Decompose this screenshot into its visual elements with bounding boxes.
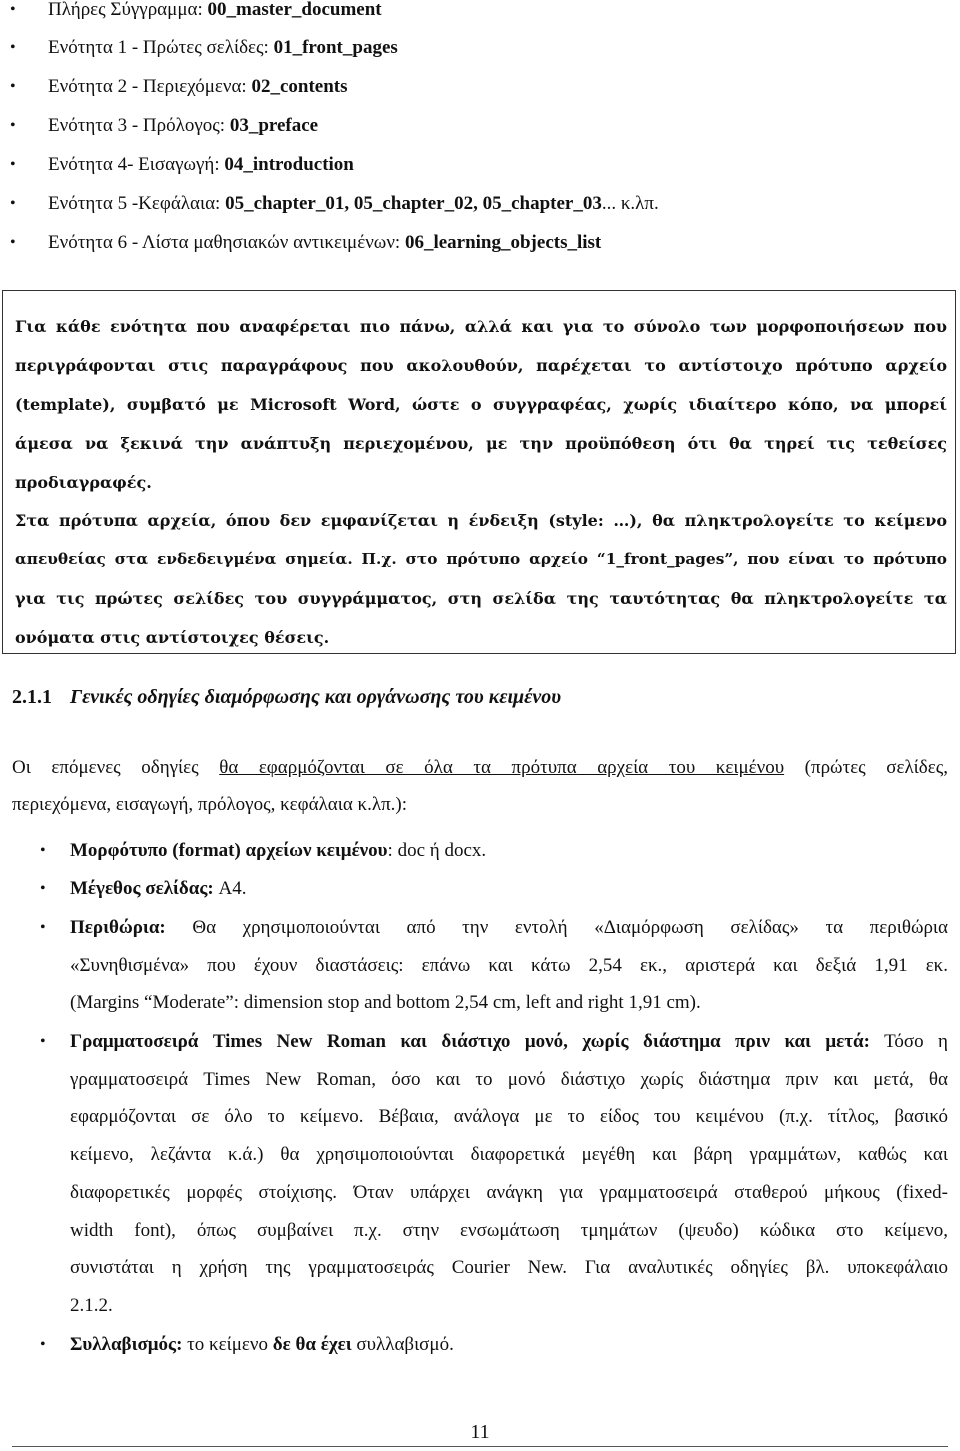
file-name: 02_contents [251, 76, 348, 97]
bullet-icon: • [40, 919, 46, 936]
bullet-icon: • [10, 1, 16, 18]
bullet-icon: • [10, 234, 16, 251]
intro-paragraph-line: περιεχόμενα, εισαγωγή, πρόλογος, κεφάλαια κ.λπ.): [12, 794, 408, 815]
guideline-margins: Περιθώρια: Θα χρησιμοποιούνται από την εντολή «Διαμόρφωση σελίδας» τα περιθώρια [70, 917, 948, 938]
section-number: 2.1.1 [12, 686, 52, 708]
section-heading [12, 686, 561, 709]
note-line: απευθείας στα ενδεδειγμένα σημεία. Π.χ. στο πρότυπο αρχείο “1_front_pages”, που είναι το πρότυπο [15, 550, 947, 568]
note-line: (template), συμβατό με Microsoft Word, ώστε ο συγγραφέας, χωρίς ιδιαίτερο κόπο, να μπορεί [15, 395, 947, 414]
file-name: 04_introduction [224, 154, 354, 175]
bullet-icon: • [10, 156, 16, 173]
page-number: 11 [470, 1421, 490, 1443]
file-label: Ενότητα 6 - Λίστα μαθησιακών αντικειμένων: [48, 232, 405, 253]
note-line: προδιαγραφές. [15, 473, 152, 492]
file-label: Ενότητα 2 - Περιεχόμενα: [48, 76, 252, 97]
guideline-font-line: εφαρμόζονται σε όλο το κείμενο. Βέβαια, ανάλογα με το είδος του κειμένου (π.χ. τίτλος, βασικό [70, 1106, 948, 1127]
file-label: Πλήρες Σύγγραμμα: [48, 0, 208, 20]
file-label: Ενότητα 5 -Κεφάλαια: [48, 193, 226, 214]
file-name: 03_preface [229, 115, 319, 136]
file-label: Ενότητα 4- Εισαγωγή: [48, 154, 225, 175]
file-label: Ενότητα 3 - Πρόλογος: [48, 115, 230, 136]
guideline-format: Μορφότυπο (format) αρχείων κειμένου: doc ή docx. [70, 840, 487, 861]
note-line: περιγράφονται στις παραγράφους που ακολουθούν, παρέχεται το αντίστοιχο πρότυπο αρχείο [15, 356, 947, 375]
bullet-icon: • [10, 117, 16, 134]
note-line: Στα πρότυπα αρχεία, όπου δεν εμφανίζεται η ένδειξη (style: …), θα πληκτρολογείτε το κείμενο [15, 511, 947, 530]
guideline-font-line: διαφορετικές μορφές στοίχισης. Όταν υπάρχει ανάγκη για γραμματοσειρά σταθερού μήκους (fixed- [70, 1182, 948, 1203]
note-line: άμεσα να ξεκινά την ανάπτυξη περιεχομένου, με την προϋπόθεση ότι θα τηρεί τις τεθείσες [15, 434, 947, 453]
file-name: 05_chapter_01, 05_chapter_02, 05_chapter_03 [225, 193, 602, 214]
bullet-icon: • [10, 78, 16, 95]
bullet-icon: • [40, 1033, 46, 1050]
underlined-text: θα εφαρμόζονται σε όλα τα πρότυπα αρχεία του κειμένου [219, 757, 785, 778]
template-note-box [2, 290, 956, 654]
file-name: 06_learning_objects_list [404, 232, 602, 253]
note-line: Για κάθε ενότητα που αναφέρεται πιο πάνω, αλλά και για το σύνολο των μορφοποιήσεων που [15, 317, 947, 336]
guideline-page-size: Μέγεθος σελίδας: A4. [70, 878, 247, 899]
guideline-font-line: 2.1.2. [70, 1295, 113, 1316]
guideline-font-line: width font), όπως συμβαίνει π.χ. στην ενσωμάτωση τμημάτων (ψευδο) κώδικα στο κείμενο, [70, 1220, 948, 1241]
bullet-icon: • [10, 39, 16, 56]
guideline-margins-line: «Συνηθισμένα» που έχουν διαστάσεις: επάνω και κάτω 2,54 εκ., αριστερά και δεξιά 1,91 εκ. [70, 955, 948, 976]
file-label: Ενότητα 1 - Πρώτες σελίδες: [48, 37, 274, 58]
note-line: ονόματα στις αντίστοιχες θέσεις. [15, 628, 330, 647]
bullet-icon: • [40, 880, 46, 897]
file-name: 01_front_pages [273, 37, 398, 58]
file-name: 00_master_document [207, 0, 382, 20]
bullet-icon: • [10, 195, 16, 212]
section-title: Γενικές οδηγίες διαμόρφωσης και οργάνωσης του κειμένου [70, 686, 562, 708]
bullet-icon: • [40, 1336, 46, 1353]
guideline-font-line: συνιστάται η χρήση της γραμματοσειράς Courier New. Για αναλυτικές οδηγίες βλ. υποκεφάλαιο [70, 1257, 948, 1278]
guideline-font-line: γραμματοσειρά Times New Roman, όσο και το μονό διάστιχο χωρίς διάστημα πριν και μετά, θα [70, 1069, 948, 1090]
guideline-font-line: κείμενο, λεζάντα κ.ά.) θα χρησιμοποιούνται διαφορετικά μεγέθη και βάρη γραμμάτων, καθώς και [70, 1144, 948, 1165]
bullet-icon: • [40, 842, 46, 859]
note-line: για τις πρώτες σελίδες του συγγράμματος, στη σελίδα της ταυτότητας θα πληκτρολογείτε τα [15, 589, 947, 608]
guideline-margins-line: (Margins “Moderate”: dimension stop and bottom 2,54 cm, left and right 1,91 cm). [70, 992, 701, 1013]
guideline-hyphenation: Συλλαβισμός: το κείμενο δε θα έχει συλλαβισμό. [70, 1334, 454, 1355]
guideline-font: Γραμματοσειρά Times New Roman και διάστιχο μονό, χωρίς διάστημα πριν και μετά: Τόσο η [70, 1031, 948, 1052]
intro-paragraph-line: Οι επόμενες οδηγίες θα εφαρμόζονται σε όλα τα πρότυπα αρχεία του κειμένου (πρώτες σελίδες, [12, 757, 949, 778]
file-suffix: ... κ.λπ. [601, 193, 659, 214]
footer-divider [12, 1446, 948, 1447]
